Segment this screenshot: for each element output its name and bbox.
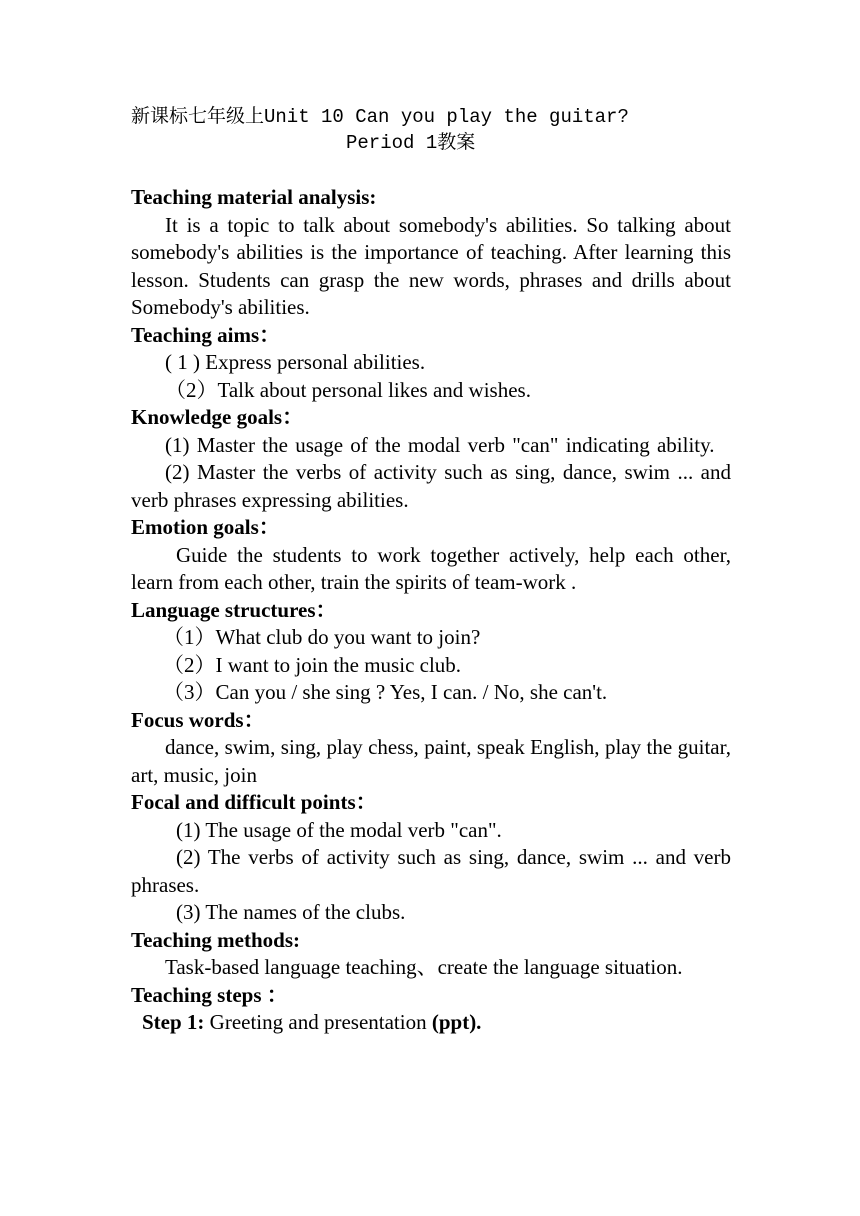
focal-point-item: (3) The names of the clubs. bbox=[176, 900, 406, 924]
step-1-line bbox=[131, 1009, 731, 1037]
focal-point-item: (2) The verbs of activity such as sing, dance, swim ... and verb phrases. bbox=[131, 845, 731, 897]
heading-material-analysis: Teaching material analysis: bbox=[131, 185, 377, 209]
language-structure-item: （1）What club do you want to join? bbox=[163, 625, 481, 649]
step-1-text: Greeting and presentation bbox=[204, 1010, 432, 1034]
language-structure-item: （2）I want to join the music club. bbox=[163, 652, 462, 677]
knowledge-goal-item: (2) Master the verbs of activity such as sing, dance, swim ... and verb phrases expressing abilities. bbox=[131, 460, 731, 512]
heading-language-structures: Language structures： bbox=[131, 597, 337, 622]
document-subtitle: Period 1教案 bbox=[346, 132, 476, 154]
focus-words-text: dance, swim, sing, play chess, paint, speak English, play the guitar, art, music, join bbox=[131, 735, 731, 787]
material-analysis-text: It is a topic to talk about somebody's abilities. So talking about somebody's abilities is the importance of teaching. After learning this lesson. Students can grasp the new words, phrases and drills about Somebody's abilities. bbox=[131, 212, 731, 319]
language-structure-item: （3）Can you / she sing ? Yes, I can. / No, she can't. bbox=[163, 680, 608, 704]
teaching-methods-text: Task-based language teaching、create the language situation. bbox=[165, 955, 683, 979]
focal-point-item: (1) The usage of the modal verb "can". bbox=[176, 817, 502, 842]
step-1-label: Step 1: bbox=[142, 1010, 205, 1034]
emotion-goals-text: Guide the students to work together actively, help each other, learn from each other, train the spirits of team-work . bbox=[131, 542, 731, 594]
heading-focus-words: Focus words： bbox=[131, 707, 265, 732]
heading-knowledge-goals: Knowledge goals： bbox=[131, 405, 304, 429]
heading-focal-points: Focal and difficult points： bbox=[131, 790, 377, 814]
teaching-aim-item: （2）Talk about personal likes and wishes. bbox=[165, 377, 531, 402]
heading-teaching-methods: Teaching methods: bbox=[131, 927, 300, 952]
teaching-aim-item: ( 1 ) Express personal abilities. bbox=[165, 350, 426, 374]
document-title: 新课标七年级上Unit 10 Can you play the guitar? bbox=[131, 106, 629, 128]
knowledge-goal-item: (1) Master the usage of the modal verb "can" indicating ability. bbox=[165, 432, 715, 457]
heading-emotion-goals: Emotion goals： bbox=[131, 515, 280, 539]
document-body bbox=[131, 184, 731, 1037]
heading-teaching-aims: Teaching aims： bbox=[131, 322, 281, 347]
step-1-tag: (ppt). bbox=[431, 1010, 482, 1034]
heading-teaching-steps: Teaching steps ： bbox=[131, 982, 288, 1007]
